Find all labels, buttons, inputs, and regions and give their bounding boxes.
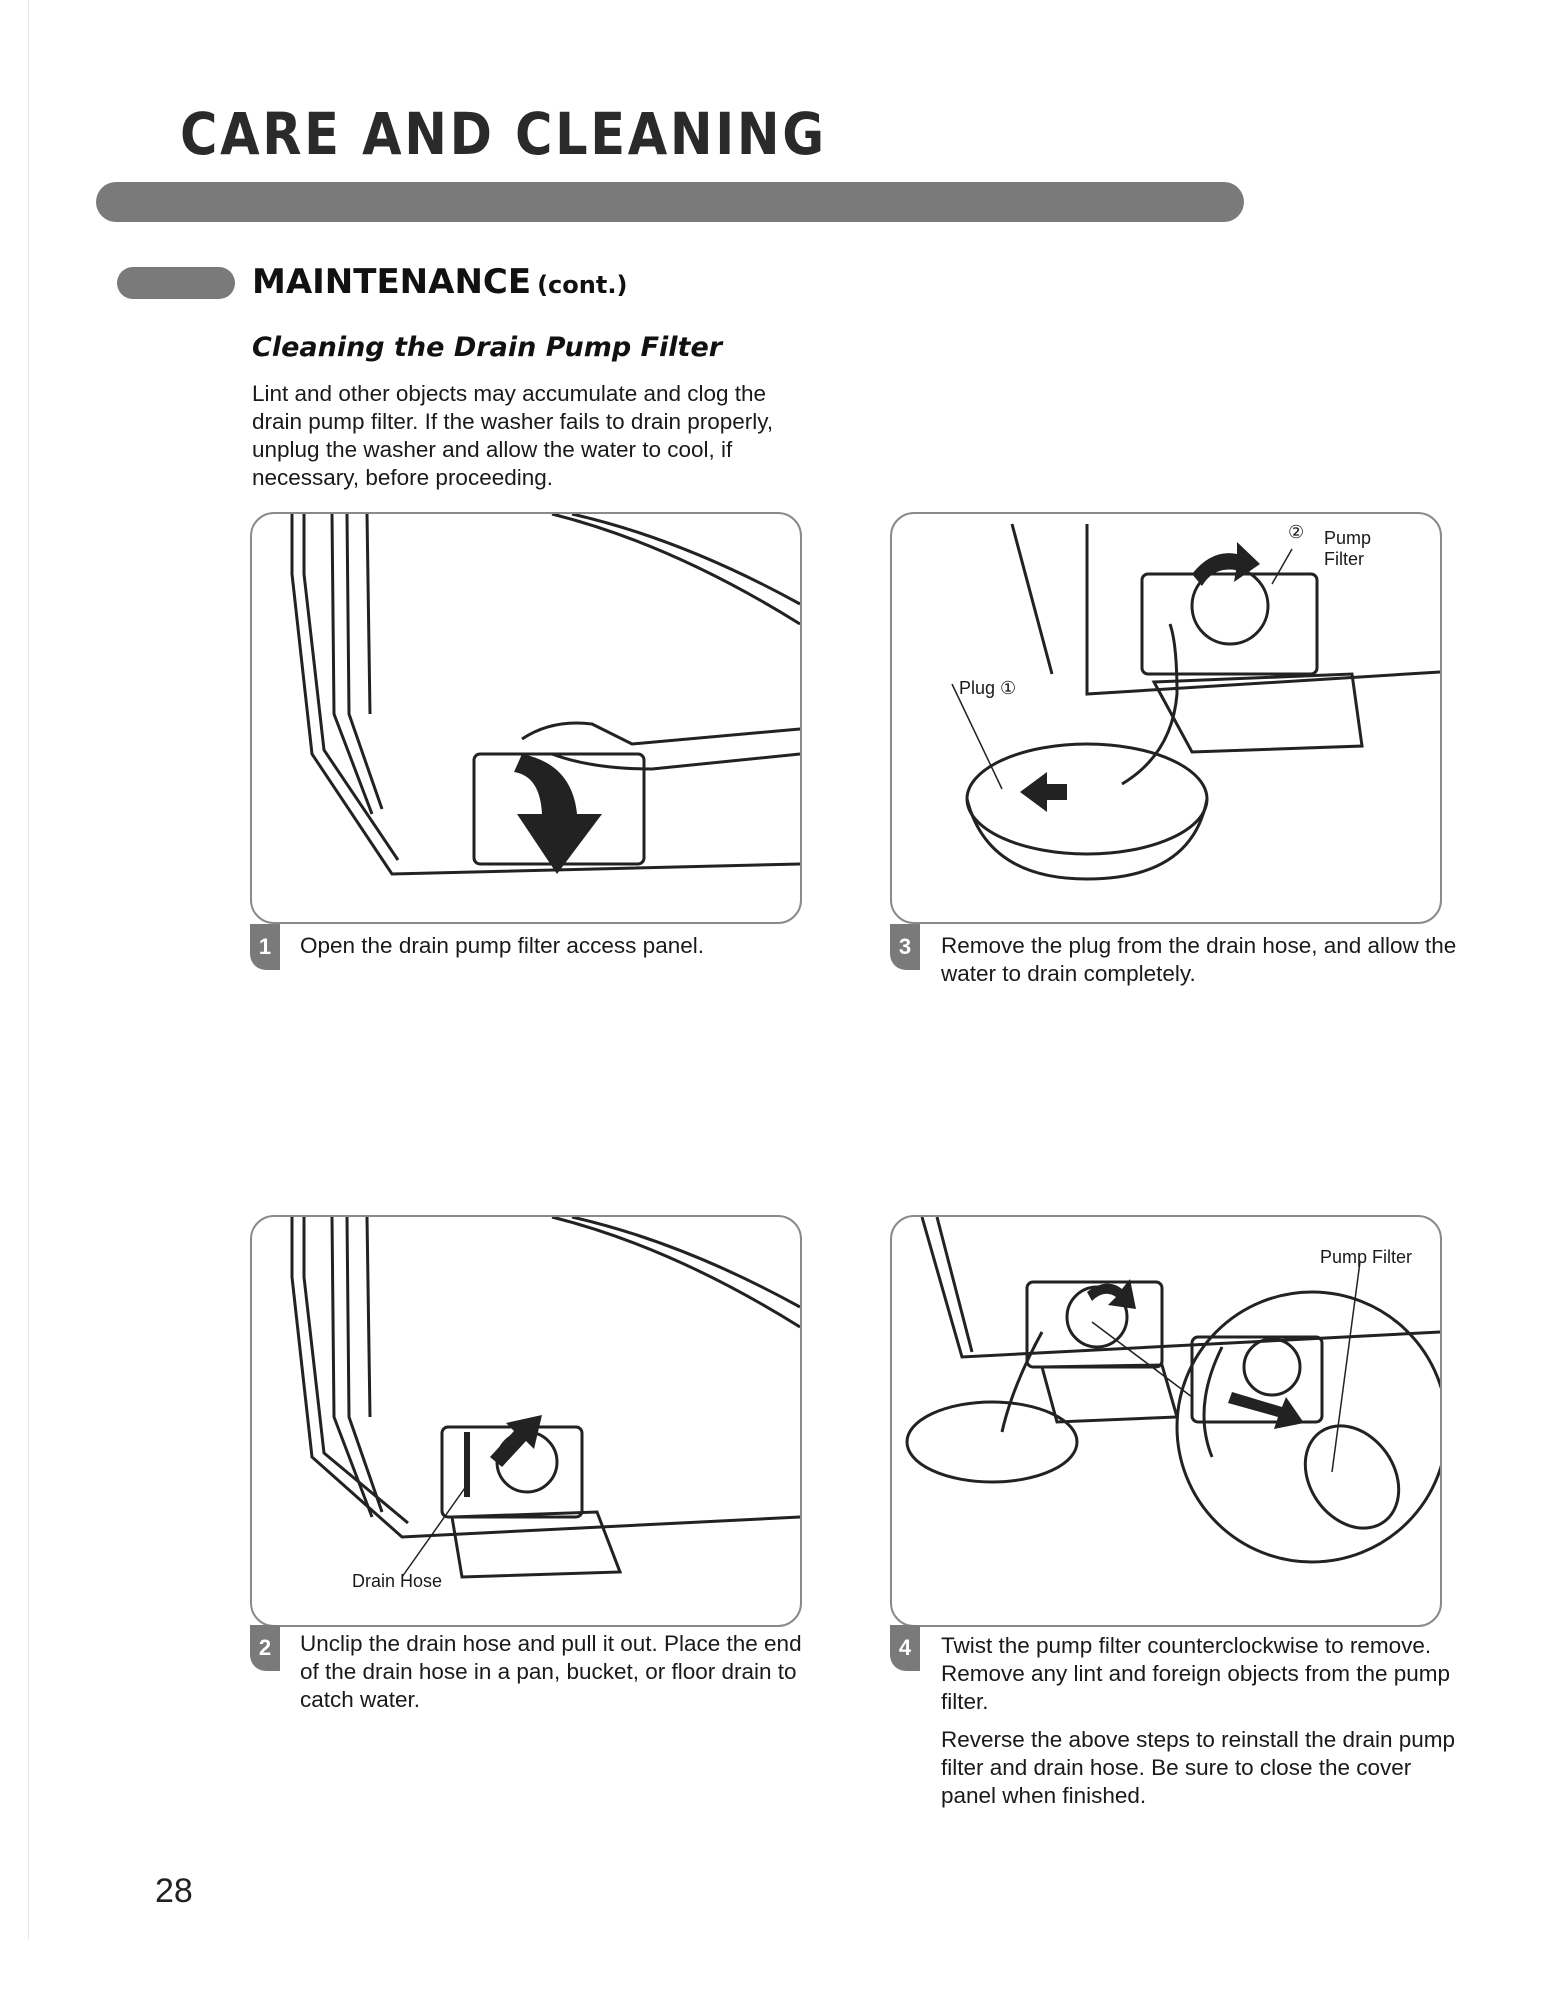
subsection-heading: Cleaning the Drain Pump Filter [252,332,723,363]
plug-callout-label: Plug [959,678,996,698]
section-heading-suffix: (cont.) [537,271,628,299]
page-number: 28 [155,1872,193,1910]
step-2-illustration [250,1215,802,1627]
intro-paragraph: Lint and other objects may accumulate and clog the drain pump filter. If the washer fails to drain properly, unplug the washer and allow the water to cool, if necessary, before proceeding. [252,381,774,490]
section-marker [117,267,235,299]
left-arrow-icon [1020,772,1067,812]
step-1-illustration [250,512,802,924]
step-4-text: Twist the pump filter counterclockwise to remove. Remove any lint and foreign objects from the pump filter. [941,1633,1451,1714]
title-divider-bar [96,182,1244,222]
drain-hose-drawing [252,1217,800,1625]
pump-filter-callout [1324,528,1371,570]
step-2-text: Unclip the drain hose and pull it out. Place the end of the drain hose in a pan, bucket, or floor drain to catch water. [300,1631,802,1712]
step-4-illustration [890,1215,1442,1627]
step-4-note: Reverse the above steps to reinstall the drain pump filter and drain hose. Be sure to close the cover panel when finished. [941,1727,1456,1808]
step-2-badge: 2 [250,1625,280,1671]
counterclockwise-arrow-icon [1192,542,1260,586]
pump-filter-callout-line1: Pump [1324,528,1372,548]
page-edge-rule [28,0,29,1940]
pump-filter-callout-line2: Filter [1324,549,1364,569]
step-3-illustration [890,512,1442,924]
step-1-badge: 1 [250,924,280,970]
step-4-badge: 4 [890,1625,920,1671]
washer-panel-open-drawing [252,514,800,922]
drain-hose-callout: Drain Hose [352,1571,443,1591]
step-3-badge: 3 [890,924,920,970]
drain-plug-drawing [892,514,1440,922]
step-3-text: Remove the plug from the drain hose, and allow the water to drain completely. [941,933,1457,986]
pump-filter-removal-drawing [892,1217,1440,1625]
right-arrow-icon [490,1415,542,1467]
curved-down-arrow-icon [514,754,602,874]
plug-callout-marker: ① [1000,678,1017,698]
pump-filter-step4-callout: Pump Filter [1320,1247,1413,1267]
section-heading-text: MAINTENANCE [252,262,532,302]
step-1-text: Open the drain pump filter access panel. [300,933,704,958]
section-heading [252,262,627,302]
pump-filter-marker: ② [1288,522,1305,542]
page-title: CARE AND CLEANING [180,100,827,168]
plug-callout [959,678,1016,699]
